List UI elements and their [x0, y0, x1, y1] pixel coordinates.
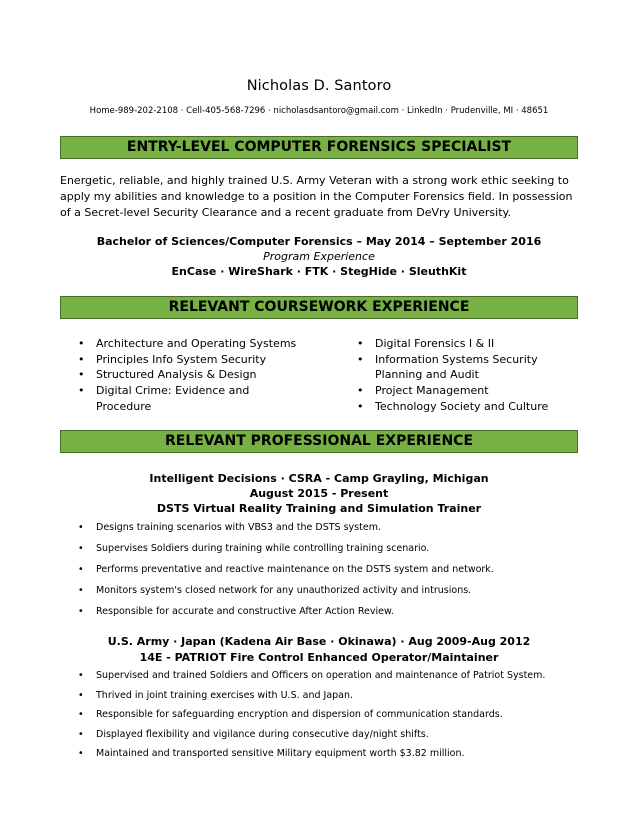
coursework-list-left — [78, 336, 328, 415]
candidate-name: Nicholas D. Santoro — [246, 78, 392, 94]
summary-line: of a Secret-level Security Clearance and a recent graduate from DeVry University. — [60, 206, 511, 219]
list-item: • Technology Society and Culture — [357, 399, 587, 415]
objective-title: ENTRY-LEVEL COMPUTER FORENSICS SPECIALIST — [126, 139, 512, 155]
list-item: • Displayed flexibility and vigilance during consecutive day/night shifts. — [78, 725, 598, 745]
summary-line: Energetic, reliable, and highly trained U.S. Army Veteran with a strong work ethic seeking to — [60, 174, 569, 187]
job-employer: U.S. Army · Japan (Kadena Air Base · Okinawa) · Aug 2009-Aug 2012 — [107, 635, 531, 648]
job-dates: August 2015 - Present — [249, 487, 389, 500]
job-employer: Intelligent Decisions · CSRA - Camp Grayling, Michigan — [149, 472, 489, 485]
list-item: • Digital Crime: Evidence and Procedure — [78, 383, 266, 414]
list-item: • Performs preventative and reactive maintenance on the DSTS system and network. — [78, 559, 588, 580]
list-item: • Information Systems Security Planning and Audit — [357, 352, 545, 383]
list-item: • Supervised and trained Soldiers and Officers on operation and maintenance of Patriot System. — [78, 666, 598, 686]
experience-title: RELEVANT PROFESSIONAL EXPERIENCE — [164, 433, 474, 449]
coursework-banner — [60, 296, 578, 319]
job-bullets — [78, 517, 588, 622]
job-bullets — [78, 666, 598, 764]
list-item: • Responsible for safeguarding encryption and dispersion of communication standards. — [78, 705, 598, 725]
list-item: • Project Management — [357, 383, 587, 399]
list-item: • Designs training scenarios with VBS3 and the DSTS system. — [78, 517, 588, 538]
degree-line: Bachelor of Sciences/Computer Forensics – May 2014 – September 2016 — [96, 235, 542, 248]
list-item: • Principles Info System Security — [78, 352, 328, 368]
objective-banner — [60, 136, 578, 159]
program-experience-label: Program Experience — [263, 250, 375, 263]
contact-line: Home-989-202-2108 · Cell-405-568-7296 · nicholasdsantoro@gmail.com · LinkedIn · Prudenville, MI · 48651 — [89, 106, 549, 116]
list-item: • Digital Forensics I & II — [357, 336, 587, 352]
list-item: • Thrived in joint training exercises with U.S. and Japan. — [78, 686, 598, 706]
coursework-list-right — [357, 336, 587, 415]
summary-line: apply my abilities and knowledge to a position in the Computer Forensics field. In possession — [60, 190, 573, 203]
list-item: • Maintained and transported sensitive Military equipment worth $3.82 million. — [78, 744, 598, 764]
list-item: • Structured Analysis & Design — [78, 367, 328, 383]
job-role: 14E - PATRIOT Fire Control Enhanced Operator/Maintainer — [139, 651, 499, 664]
job-role: DSTS Virtual Reality Training and Simulation Trainer — [156, 502, 482, 515]
tools-line: EnCase · WireShark · FTK · StegHide · SleuthKit — [171, 265, 467, 278]
coursework-title: RELEVANT COURSEWORK EXPERIENCE — [168, 299, 470, 315]
summary-paragraph — [60, 173, 580, 221]
experience-banner — [60, 430, 578, 453]
list-item: • Supervises Soldiers during training while controlling training scenario. — [78, 538, 588, 559]
list-item: • Responsible for accurate and constructive After Action Review. — [78, 601, 588, 622]
list-item: • Architecture and Operating Systems — [78, 336, 328, 352]
list-item: • Monitors system's closed network for any unauthorized activity and intrusions. — [78, 580, 588, 601]
